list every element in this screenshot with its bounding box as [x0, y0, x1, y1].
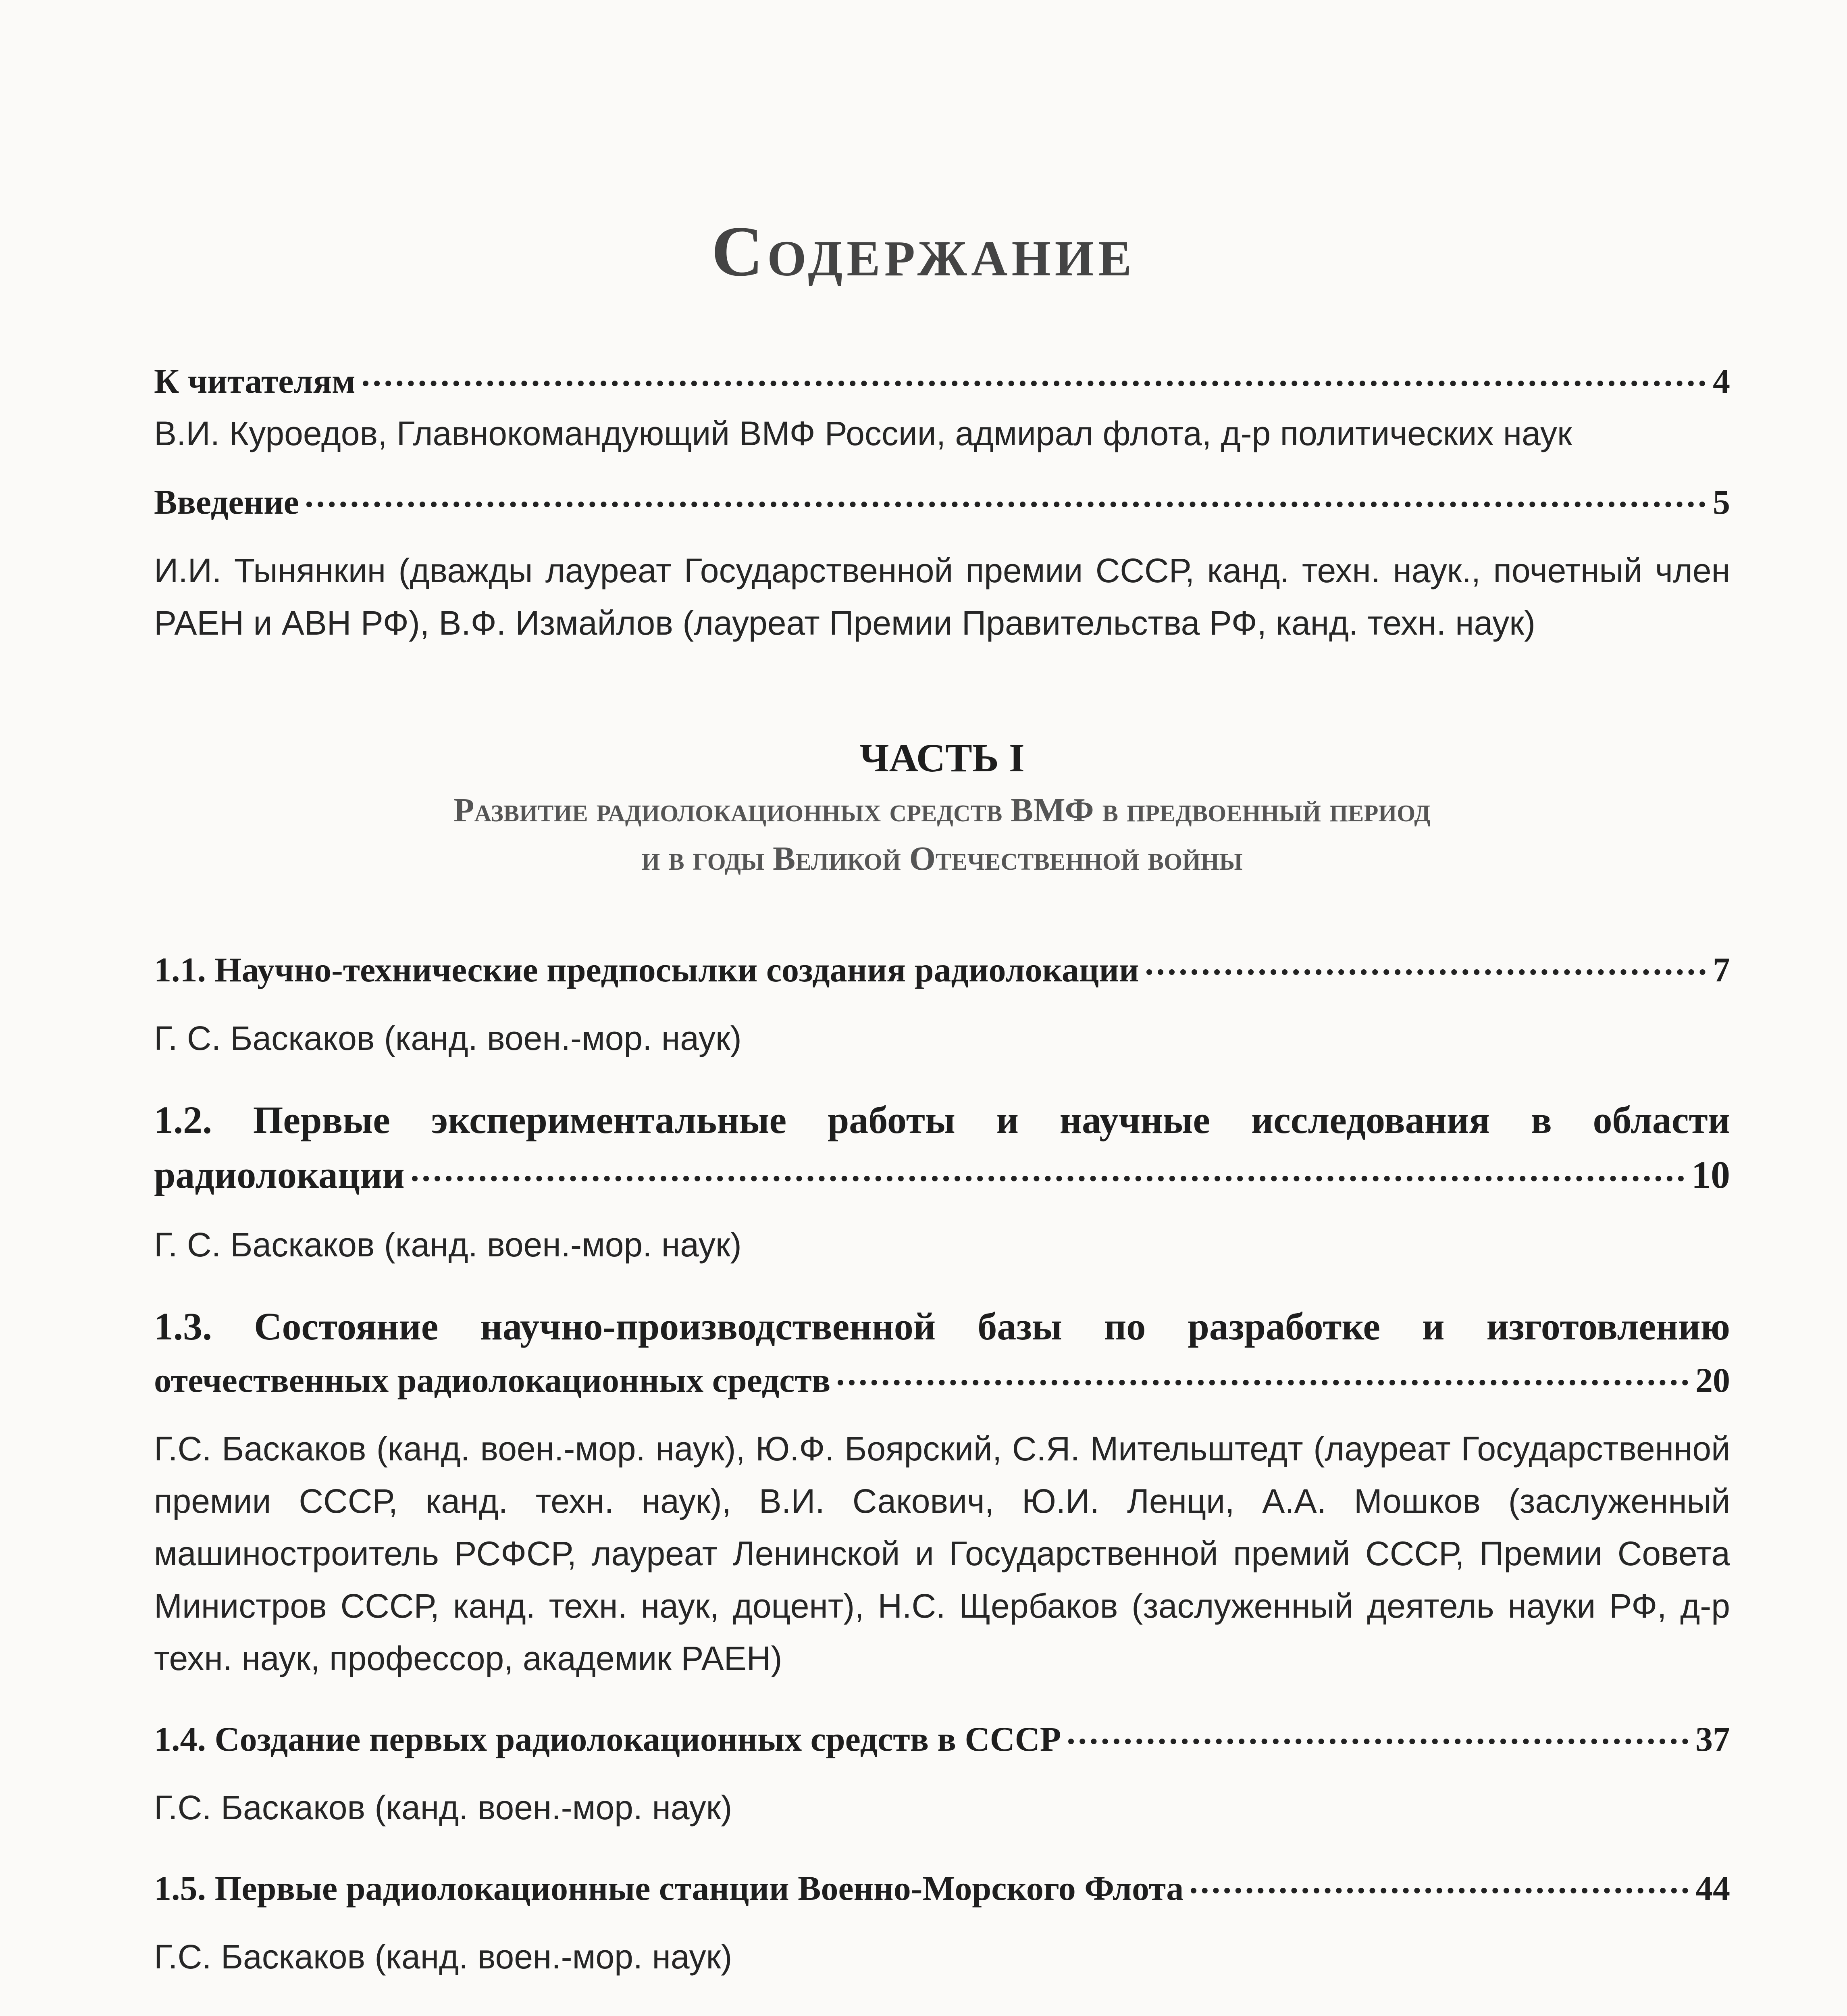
entry-author: Г. С. Баскаков (канд. воен.-мор. наук)	[154, 1226, 742, 1264]
entry-author: Г.С. Баскаков (канд. воен.-мор. наук)	[154, 1789, 732, 1826]
part-label: ЧАСТЬ I	[859, 735, 1025, 780]
entry-page: 7	[1713, 950, 1730, 989]
part-subtitle-line-2: и в годы Великой Отечественной войны	[641, 840, 1243, 877]
part-subtitle	[154, 786, 1730, 883]
entry-author: Г.С. Баскаков (канд. воен.-мор. наук)	[154, 1938, 732, 1976]
dot-leader	[412, 1176, 1684, 1181]
dot-leader	[306, 502, 1706, 507]
entry-title-line[interactable]	[154, 476, 1730, 528]
dot-leader	[1146, 969, 1706, 975]
toc-entry-1-1	[154, 943, 1730, 1064]
entry-page: 37	[1695, 1720, 1730, 1758]
entry-title-lead[interactable]	[154, 2011, 1730, 2016]
toc-entry-introduction	[154, 476, 1730, 649]
entry-title: 1.4. Создание первых радиолокационных средств в СССР	[154, 1720, 1061, 1758]
toc-entry-1-2	[154, 1093, 1730, 1271]
entry-page: 20	[1695, 1361, 1730, 1400]
entry-title-line[interactable]	[154, 1148, 1730, 1202]
entry-title: радиолокации	[154, 1153, 405, 1196]
entry-title: Введение	[154, 483, 299, 521]
toc-entry-1-6	[154, 2011, 1730, 2016]
entry-title: К читателям	[154, 362, 356, 400]
entry-title-line[interactable]	[154, 355, 1730, 407]
toc-content	[154, 355, 1730, 2016]
entry-title: 1.1. Научно-технические предпосылки создания радиолокации	[154, 950, 1139, 989]
entry-author: В.И. Куроедов, Главнокомандующий ВМФ России, адмирал флота, д-р политических наук	[154, 414, 1572, 452]
entry-page: 4	[1713, 362, 1730, 400]
entry-page: 5	[1713, 483, 1730, 521]
part-subtitle-line-1: Развитие радиолокационных средств ВМФ в предвоенный период	[453, 791, 1431, 829]
entry-title-line[interactable]	[154, 1713, 1730, 1765]
entry-title-lead[interactable]: 1.2. Первые экспериментальные работы и научные исследования в области	[154, 1098, 1730, 1141]
toc-entry-1-5	[154, 1862, 1730, 1983]
entry-title-line[interactable]	[154, 943, 1730, 996]
dot-leader	[1191, 1888, 1688, 1893]
entry-author: Г. С. Баскаков (канд. воен.-мор. наук)	[154, 1019, 742, 1057]
toc-entry-1-3	[154, 1299, 1730, 1685]
dot-leader	[363, 381, 1706, 386]
entry-title-lead[interactable]: 1.3. Состояние научно-производственной базы по разработке и изготовлению	[154, 1305, 1730, 1348]
entry-title: 1.5. Первые радиолокационные станции Военно-Морского Флота	[154, 1869, 1184, 1908]
dot-leader	[838, 1380, 1688, 1385]
dot-leader	[1068, 1739, 1688, 1744]
entry-page: 44	[1695, 1869, 1730, 1908]
toc-entry-readers	[154, 355, 1730, 460]
entry-author: И.И. Тынянкин (дважды лауреат Государственной премии СССР, канд. техн. наук., почетный член РАЕН и АВН РФ), В.Ф. Измайлов (лауреат Премии Правительства РФ, канд. техн. наук)	[154, 552, 1730, 642]
page-title: Содержание	[711, 211, 1136, 291]
entry-page: 10	[1691, 1153, 1730, 1196]
entry-title-line[interactable]	[154, 1354, 1730, 1406]
entry-title: отечественных радиолокационных средств	[154, 1361, 831, 1400]
toc-entry-1-4	[154, 1713, 1730, 1834]
entry-author: Г.С. Баскаков (канд. воен.-мор. наук), Ю.Ф. Боярский, С.Я. Мительштедт (лауреат Государственной премии СССР, канд. техн. наук), В.И. Сакович, Ю.И. Ленци, А.А. Мошков (заслуженный машиностроитель РСФСР, лауреат Ленинской и Государственной премий СССР, Премии Совета Министров СССР, канд. техн. наук, доцент), Н.С. Щербаков (заслуженный деятель науки РФ, д-р техн. наук, профессор, академик РАЕН)	[154, 1430, 1730, 1677]
entry-title-line[interactable]	[154, 1862, 1730, 1914]
